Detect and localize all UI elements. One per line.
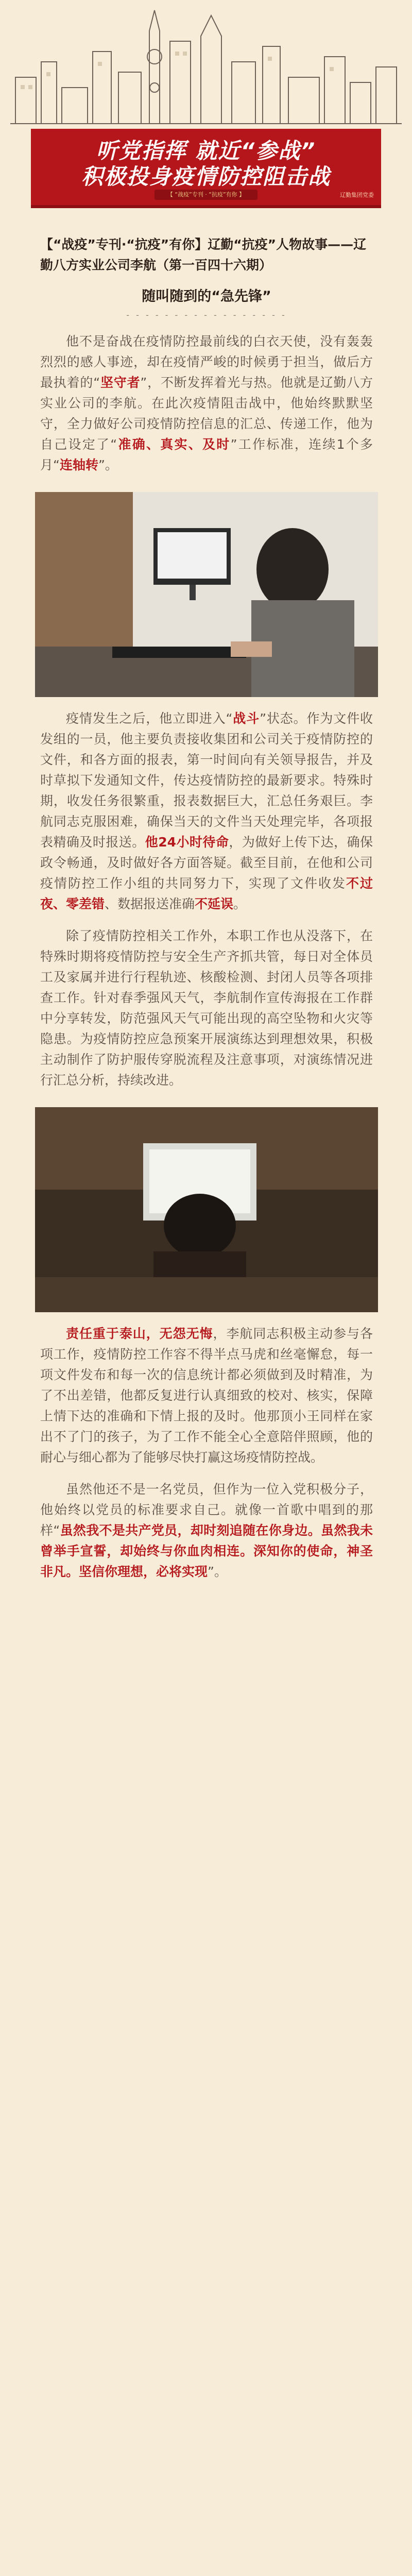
paragraph-4: 责任重于泰山，无怨无悔，李航同志积极主动参与各项工作，疫情防控工作容不得半点马虎和丝毫懈怠，每一项文件发布和每一次的信息统计都必须做到及时精准，为了不出差错，他都反复进行认真细致的校对、核实，保障上情下达的准确和下情上报的及时。他那顶小王同样在家出不了门的孩子，为了工作不能全心全意陪伴照顾，他的耐心与细心都为了能够尽快打赢这场疫情防控战。: [40, 1326, 373, 1465]
subtitle-divider: - - - - - - - - - - - - - - - - -: [126, 310, 287, 320]
paragraph-1: 他不是奋战在疫情防控最前线的白衣天使，没有轰轰烈烈的感人事迹，却在疫情严峻的时候勇于担当，做后方最执着的“坚守者”，不断发挥着光与热。他就是辽勤八方实业公司的李航。在此次疫情阻击战中，他始终默默坚守，全力做好公司疫情防控信息的汇总、传递工作，他为自己设定了“准确、真实、及时”工作标准，连续1个多月“连轴转”。: [40, 334, 373, 472]
photo-working-at-desk: [35, 492, 378, 697]
banner-headline-1: 听党指挥 就近“参战”: [96, 138, 316, 163]
city-skyline-illustration: [0, 0, 412, 129]
banner-tag: 【 “战疫”专刊 · “抗疫”有你 】: [154, 190, 258, 200]
article-title: 【“战疫”专刊·“抗疫”有你】辽勤“抗疫”人物故事——辽勤八方实业公司李航（第一百四十六期）: [40, 237, 367, 273]
banner-headline-2: 积极投身疫情防控阻击战: [81, 164, 331, 189]
article-body: [40, 234, 373, 1582]
header: [0, 0, 412, 211]
paragraph-5: 虽然他还不是一名党员，但作为一位入党积极分子，他始终以党员的标准要求自己。就像一首歌中唱到的那样“虽然我不是共产党员，却时刻追随在你身边。虽然我未曾举手宣誓，却始终与你血肉相连。深知你的使命，神圣非凡。坚信你理想，必将实现”。: [40, 1482, 373, 1579]
banner-organization: 辽勤集团党委: [340, 192, 374, 198]
paragraph-2: 疫情发生之后，他立即进入“战斗”状态。作为文件收发组的一员，他主要负责接收集团和公司关于疫情防控的文件，和各方面的报表，第一时间向有关领导报告，并及时草拟下发通知文件，传达疫情防控的最新要求。特殊时期，收发任务很繁重，报表数据巨大，汇总任务艰巨。李航同志克服困难，确保当天的文件当天处理完毕，各项报表精确及时报送。他24小时待命，为做好上传下达，确保政令畅通，及时做好各方面答疑。截至目前，在他和公司疫情防控工作小组的共同努力下，实现了文件收发不过夜、零差错、数据报送准确不延误。: [40, 711, 373, 911]
photo-working-at-night: [35, 1107, 378, 1312]
paragraph-3: 除了疫情防控相关工作外，本职工作也从没落下，在特殊时期将疫情防控与安全生产齐抓共管，每日对全体员工及家属并进行行程轨迹、核酸检测、封闭人员等各项排查工作。针对春季强风天气，李航制作宣传海报在工作群中分享转发，防范强风天气可能出现的高空坠物和火灾等隐患。为疫情防控应急预案开展演练达到理想效果，积极主动制作了防护服传穿脱流程及注意事项，对演练情况进行汇总分析，持续改进。: [40, 928, 373, 1088]
title-banner: [31, 129, 381, 208]
article-subtitle: 随叫随到的“急先锋”: [142, 289, 271, 304]
